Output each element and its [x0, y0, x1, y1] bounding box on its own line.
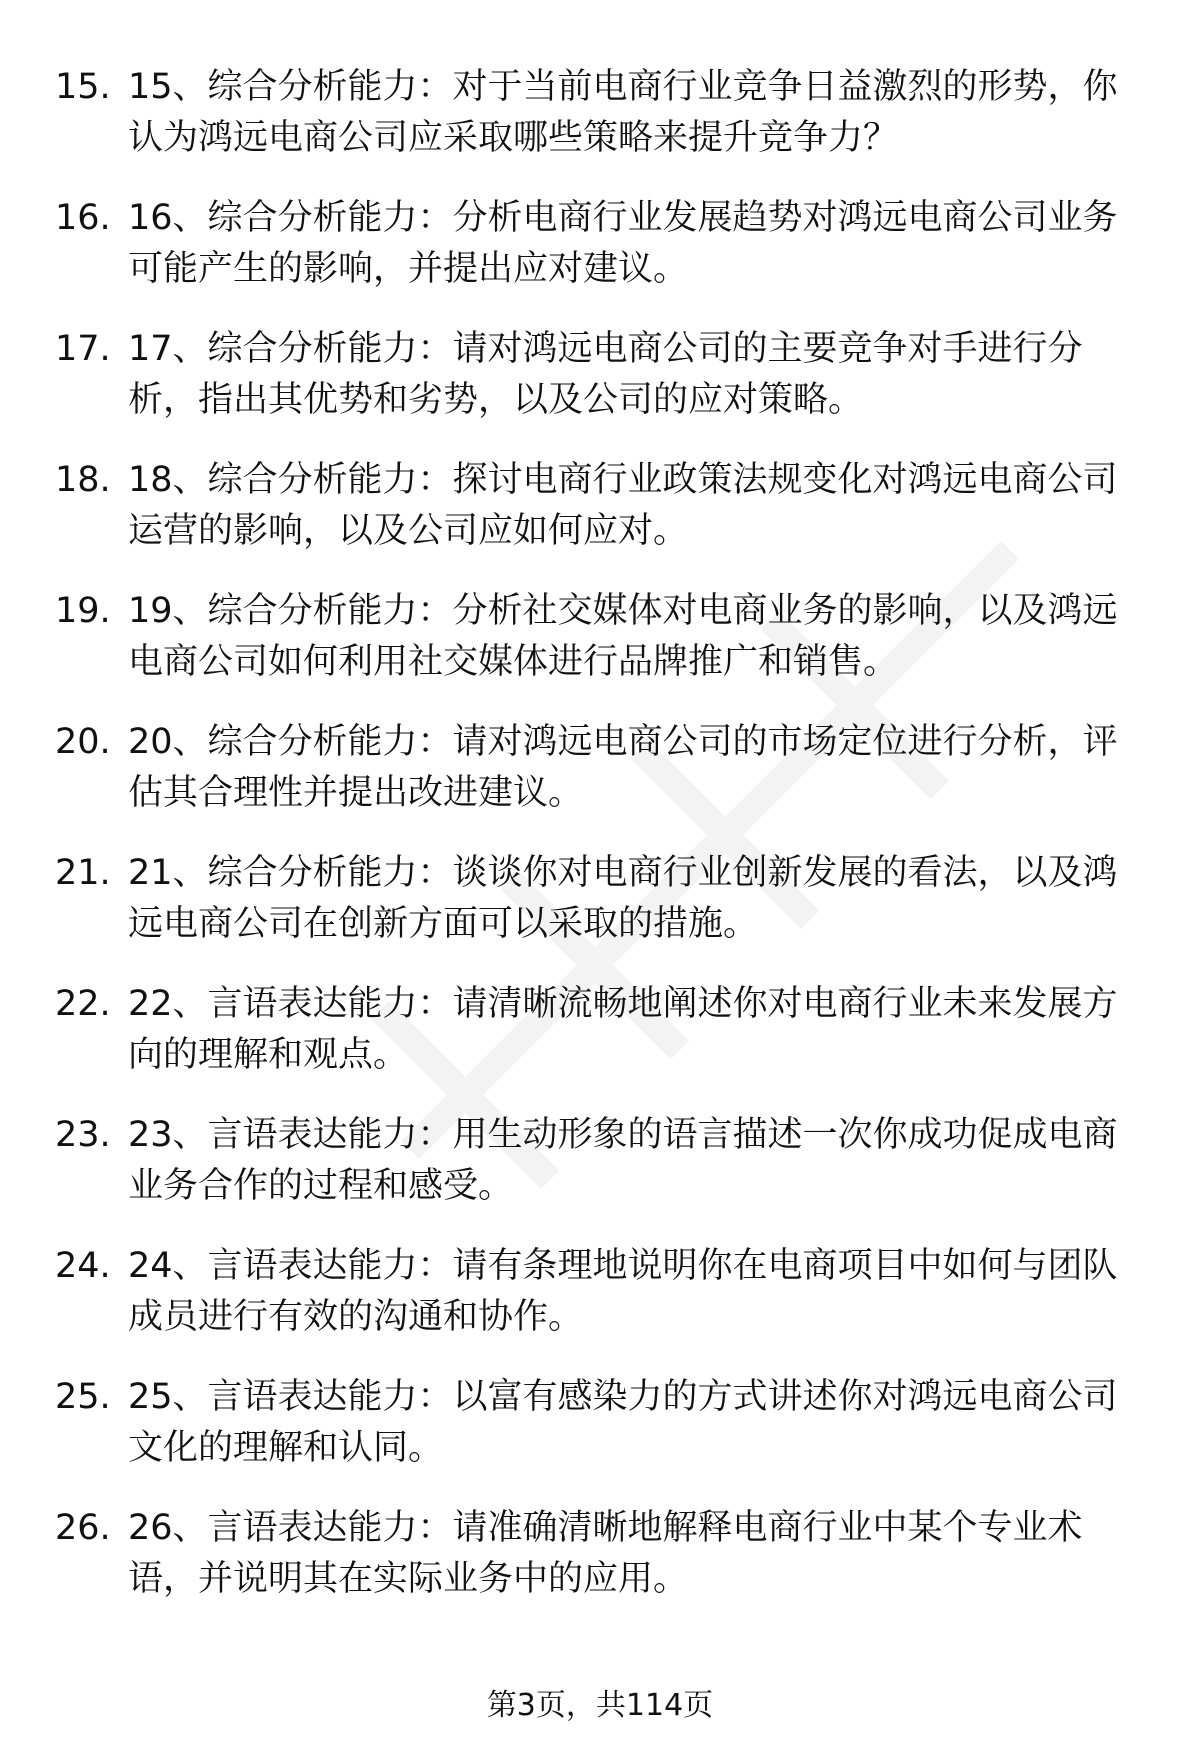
item-text-line: 电商公司如何利用社交媒体进行品牌推广和销售。	[128, 642, 899, 682]
item-text-line: 20、综合分析能力：请对鸿远电商公司的市场定位进行分析，评	[128, 722, 1118, 762]
item-text-line: 18、综合分析能力：探讨电商行业政策法规变化对鸿远电商公司	[128, 460, 1118, 500]
item-number: 25.	[55, 1377, 111, 1417]
item-text-line: 向的理解和观点。	[128, 1035, 409, 1075]
item-number: 20.	[55, 722, 111, 762]
item-text-line: 26、言语表达能力：请准确清晰地解释电商行业中某个专业术	[128, 1508, 1083, 1548]
item-text	[128, 1110, 1148, 1212]
item-text-line: 17、综合分析能力：请对鸿远电商公司的主要竞争对手进行分	[128, 329, 1083, 369]
item-text	[128, 979, 1148, 1081]
list-item	[0, 979, 1200, 1110]
item-text	[128, 193, 1148, 295]
item-text-line: 业务合作的过程和感受。	[128, 1166, 514, 1206]
list-item	[0, 1110, 1200, 1241]
list-item	[0, 455, 1200, 586]
item-text	[128, 848, 1148, 950]
question-list	[0, 62, 1200, 1634]
page-footer: 第3页，共114页	[486, 1688, 714, 1723]
item-number: 26.	[55, 1508, 111, 1548]
item-text-line: 16、综合分析能力：分析电商行业发展趋势对鸿远电商公司业务	[128, 198, 1118, 238]
item-text	[128, 586, 1148, 688]
list-item	[0, 1241, 1200, 1372]
item-text-line: 成员进行有效的沟通和协作。	[128, 1297, 584, 1337]
item-number: 19.	[55, 591, 111, 631]
item-text-line: 19、综合分析能力：分析社交媒体对电商业务的影响，以及鸿远	[128, 591, 1118, 631]
item-number: 24.	[55, 1246, 111, 1286]
list-item	[0, 1372, 1200, 1503]
item-number: 17.	[55, 329, 111, 369]
list-item	[0, 324, 1200, 455]
list-item	[0, 717, 1200, 848]
item-text-line: 运营的影响，以及公司应如何应对。	[128, 511, 689, 551]
list-item	[0, 193, 1200, 324]
item-text	[128, 1503, 1148, 1605]
list-item	[0, 848, 1200, 979]
item-text	[128, 455, 1148, 557]
item-text-line: 25、言语表达能力：以富有感染力的方式讲述你对鸿远电商公司	[128, 1377, 1118, 1417]
item-number: 21.	[55, 853, 111, 893]
item-text	[128, 62, 1148, 164]
item-number: 15.	[55, 67, 111, 107]
item-text-line: 23、言语表达能力：用生动形象的语言描述一次你成功促成电商	[128, 1115, 1118, 1155]
item-text	[128, 717, 1148, 819]
item-text	[128, 1241, 1148, 1343]
item-text-line: 估其合理性并提出改进建议。	[128, 773, 584, 813]
item-text	[128, 1372, 1148, 1474]
item-text-line: 可能产生的影响，并提出应对建议。	[128, 249, 689, 289]
item-text-line: 远电商公司在创新方面可以采取的措施。	[128, 904, 759, 944]
item-text-line: 语，并说明其在实际业务中的应用。	[128, 1559, 689, 1599]
item-text-line: 文化的理解和认同。	[128, 1428, 444, 1468]
item-number: 16.	[55, 198, 111, 238]
item-text-line: 22、言语表达能力：请清晰流畅地阐述你对电商行业未来发展方	[128, 984, 1118, 1024]
list-item	[0, 586, 1200, 717]
item-number: 18.	[55, 460, 111, 500]
item-number: 22.	[55, 984, 111, 1024]
item-number: 23.	[55, 1115, 111, 1155]
item-text-line: 析，指出其优势和劣势，以及公司的应对策略。	[128, 380, 864, 420]
item-text-line: 24、言语表达能力：请有条理地说明你在电商项目中如何与团队	[128, 1246, 1118, 1286]
list-item	[0, 62, 1200, 193]
item-text	[128, 324, 1148, 426]
item-text-line: 15、综合分析能力：对于当前电商行业竞争日益激烈的形势，你	[128, 67, 1118, 107]
list-item	[0, 1503, 1200, 1634]
item-text-line: 认为鸿远电商公司应采取哪些策略来提升竞争力？	[128, 118, 899, 158]
item-text-line: 21、综合分析能力：谈谈你对电商行业创新发展的看法，以及鸿	[128, 853, 1118, 893]
